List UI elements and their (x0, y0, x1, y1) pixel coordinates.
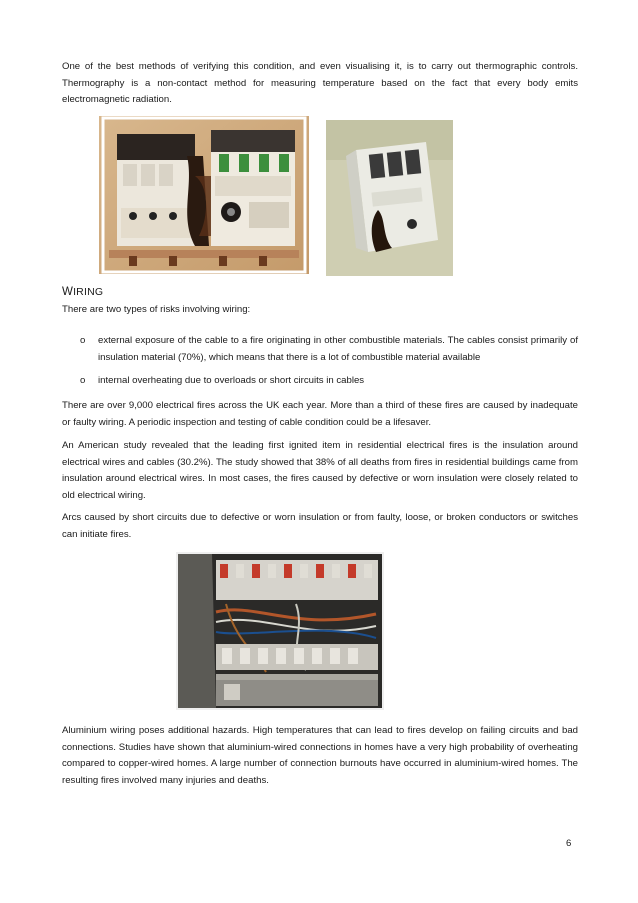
paragraph-thermography: One of the best methods of verifying this condition, and even visualising it, is to carry out thermographic controls. Thermography is a non-contact method for measuring temperature based on the fact that every body emits electromagnetic radiation. (62, 61, 578, 106)
photo-single-burnt-breaker (326, 120, 453, 276)
bullet-marker: o (80, 375, 86, 386)
photo-burnt-circuit-breakers (99, 116, 309, 274)
list-item (62, 333, 578, 367)
heading-rest: IRING (73, 286, 104, 298)
paragraph-arcs: Arcs caused by short circuits due to defective or worn insulation or from faulty, loose, or broken conductors or switches can initiate fires. (62, 512, 578, 540)
photo-electrical-panel-wiring (176, 552, 384, 710)
paragraph-wiring-intro: There are two types of risks involving wiring: (62, 304, 251, 315)
paragraph-uk-fires: There are over 9,000 electrical fires across the UK each year. More than a third of these fires are caused by inadequate or faulty wiring. A periodic inspection and testing of cable condition could be a lifesaver. (62, 400, 578, 428)
bullet-marker: o (80, 335, 86, 346)
heading-initial: W (62, 286, 74, 298)
bullet-text: external exposure of the cable to a fire originating in other combustible materials. The cables consist primarily of insulation material (70%), which means that there is a lot of combustible material available (98, 335, 578, 363)
bullet-text: internal overheating due to overloads or short circuits in cables (98, 375, 365, 386)
page-number: 6 (566, 838, 572, 849)
paragraph-aluminium: Aluminium wiring poses additional hazards. High temperatures that can lead to fires develop on failing circuits and bad connections. Studies have shown that aluminium-wired connections in homes have a very high probability of overheating compared to copper-wired homes. A large number of connection burnouts have occurred in aluminium-wired homes. The resulting fires involved many injuries and deaths. (62, 725, 578, 786)
section-heading-wiring (62, 286, 103, 298)
paragraph-american-study: An American study revealed that the leading first ignited item in residential electrical fires is the insulation around electrical wires and cables (30.2%). The study showed that 38% of all deaths from fires in residential buildings came from insulation around electrical wires. In most cases, the fires caused by defective or worn insulation were closely related to old electrical wiring. (62, 440, 578, 501)
list-item (62, 373, 578, 391)
